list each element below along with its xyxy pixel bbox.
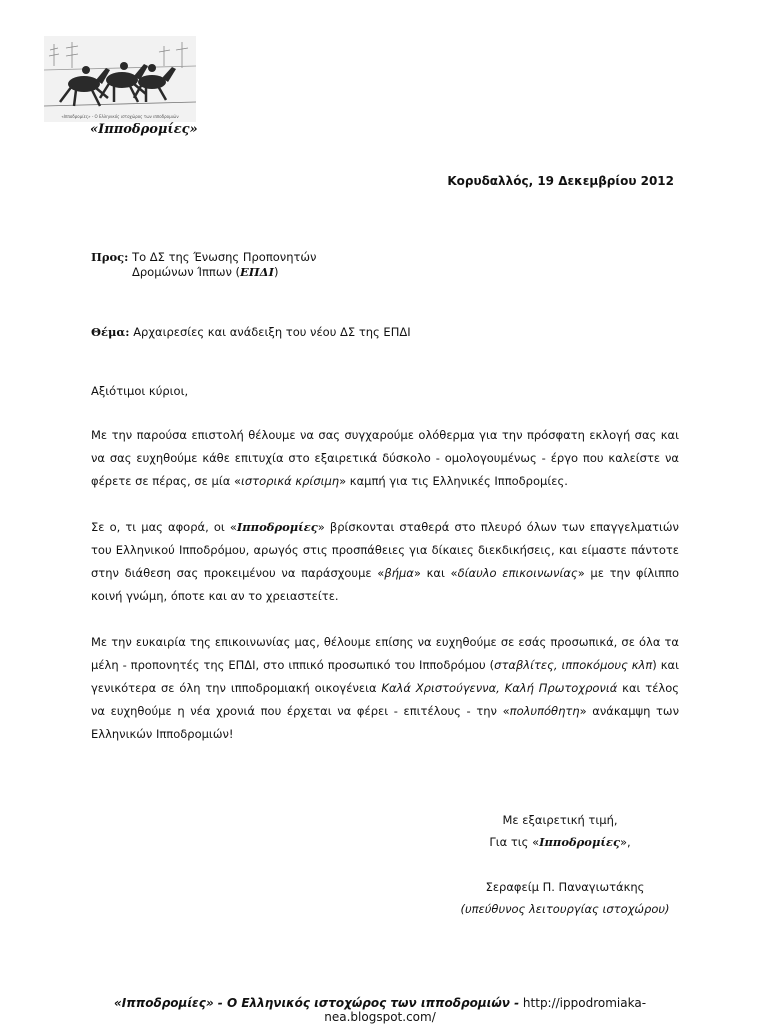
- body-paragraph-3: [91, 631, 679, 746]
- recipient-line1: Το ΔΣ της Ένωσης Προπονητών: [132, 250, 317, 264]
- recipient-line2-suffix: ): [273, 265, 279, 279]
- subject-text: Αρχαιρεσίες και ανάδειξη του νέου ΔΣ της ΕΠΔΙ: [133, 325, 411, 339]
- horse-race-sketch-icon: [44, 36, 196, 122]
- p3-text-c: ) και γενικότερα σε όλη την ιπποδρομιακή οικογένεια: [91, 658, 679, 695]
- closing-line2: [440, 831, 680, 853]
- p2-emphasis-2: δίαυλο επικοινωνίας: [457, 566, 578, 580]
- recipient-line2: [91, 265, 316, 280]
- p2-text-g: » με την φίλιππο κοινή γνώμη, όποτε και αν το χρειαστείτε.: [91, 566, 679, 603]
- p3-emphasis-2: Καλά Χριστούγεννα, Καλή Πρωτοχρονιά: [381, 681, 618, 695]
- subject-line: [91, 325, 411, 339]
- recipient-label: Προς:: [91, 250, 129, 264]
- svg-text:«Ιπποδρομίες» - Ο Ελληνικός ισ: «Ιπποδρομίες» - Ο Ελληνικός ιστοχώρος των ιπποδρομιών: [61, 114, 179, 119]
- closing-line1: Με εξαιρετική τιμή,: [502, 813, 618, 827]
- p3-text-e: και τέλος να ευχηθούμε η νέα χρονιά που έρχεται να φέρει - επιτέλους - την «: [91, 681, 680, 718]
- footer-title: «Ιπποδρομίες» - Ο Ελληνικός ιστοχώρος των ιπποδρομιών -: [113, 996, 520, 1010]
- p3-text-g: » ανάκαμψη των Ελληνικών Ιπποδρομιών!: [91, 704, 679, 741]
- p1-text-a: Με την παρούσα επιστολή θέλουμε να σας συγχαρούμε ολόθερμα για την πρόσφατη εκλογή σας και να σας ευχηθούμε κάθε επιτυχία στο εξαιρετικά δύσκολο - ομολογουμένως - έργο που καλείστε να φέρετε σε πέρας, σε μία «: [91, 428, 679, 488]
- p1-text-c: » καμπή για τις Ελληνικές Ιπποδρομίες.: [339, 474, 568, 488]
- closing-brand: Ιπποδρομίες: [539, 835, 620, 849]
- p1-emphasis: ιστορικά κρίσιμη: [241, 474, 340, 488]
- closing-line2-suffix: »,: [619, 835, 631, 849]
- salutation: Αξιότιμοι κύριοι,: [91, 384, 189, 398]
- recipient-abbr: ΕΠΔΙ: [240, 265, 274, 279]
- recipient-block: [91, 250, 316, 280]
- p3-emphasis-3: πολυπόθητη: [509, 704, 580, 718]
- logo-caption: «Ιπποδρομίες»: [90, 122, 198, 137]
- subject-label: Θέμα:: [91, 325, 130, 339]
- p2-text-e: » και «: [413, 566, 458, 580]
- p2-emphasis-1: βήμα: [384, 566, 414, 580]
- p2-text-c: » βρίσκονται σταθερά στο πλευρό όλων των επαγγελματιών του Ελληνικού Ιπποδρόμου, αρωγός στις προσπάθειες για δίκαιες διεκδικήσεις, και είμαστε πάντοτε στην διάθεση σας προκειμένου να παράσχουμε «: [91, 520, 679, 580]
- body-paragraph-1: [91, 424, 679, 493]
- closing-block: [440, 809, 680, 853]
- p2-text-a: Σε ο, τι μας αφορά, οι «: [91, 520, 237, 534]
- footer-url[interactable]: http://ippodromiaka-nea.blogspot.com/: [324, 996, 647, 1024]
- closing-line2-prefix: Για τις «: [489, 835, 540, 849]
- body-paragraph-2: [91, 516, 679, 608]
- p2-brand: Ιπποδρομίες: [236, 520, 318, 534]
- letter-date: Κορυδαλλός, 19 Δεκεμβρίου 2012: [447, 174, 674, 188]
- signer-role: (υπεύθυνος λειτουργίας ιστοχώρου): [460, 902, 670, 916]
- p3-emphasis-1: σταβλίτες, ιπποκόμους κλπ: [494, 658, 653, 672]
- signature-block: [430, 876, 700, 920]
- signer-name: Σεραφείμ Π. Παναγιωτάκης: [485, 880, 645, 894]
- p3-text-a: Με την ευκαιρία της επικοινωνίας μας, θέλουμε επίσης να ευχηθούμε σε εσάς προσωπικά, σε όλα τα μέλη - προπονητές της ΕΠΔΙ, στο ιππικό προσωπικό του Ιπποδρόμου (: [91, 635, 679, 672]
- recipient-line2-prefix: Δρομώνων Ίππων (: [132, 265, 241, 279]
- page-footer: [100, 996, 660, 1024]
